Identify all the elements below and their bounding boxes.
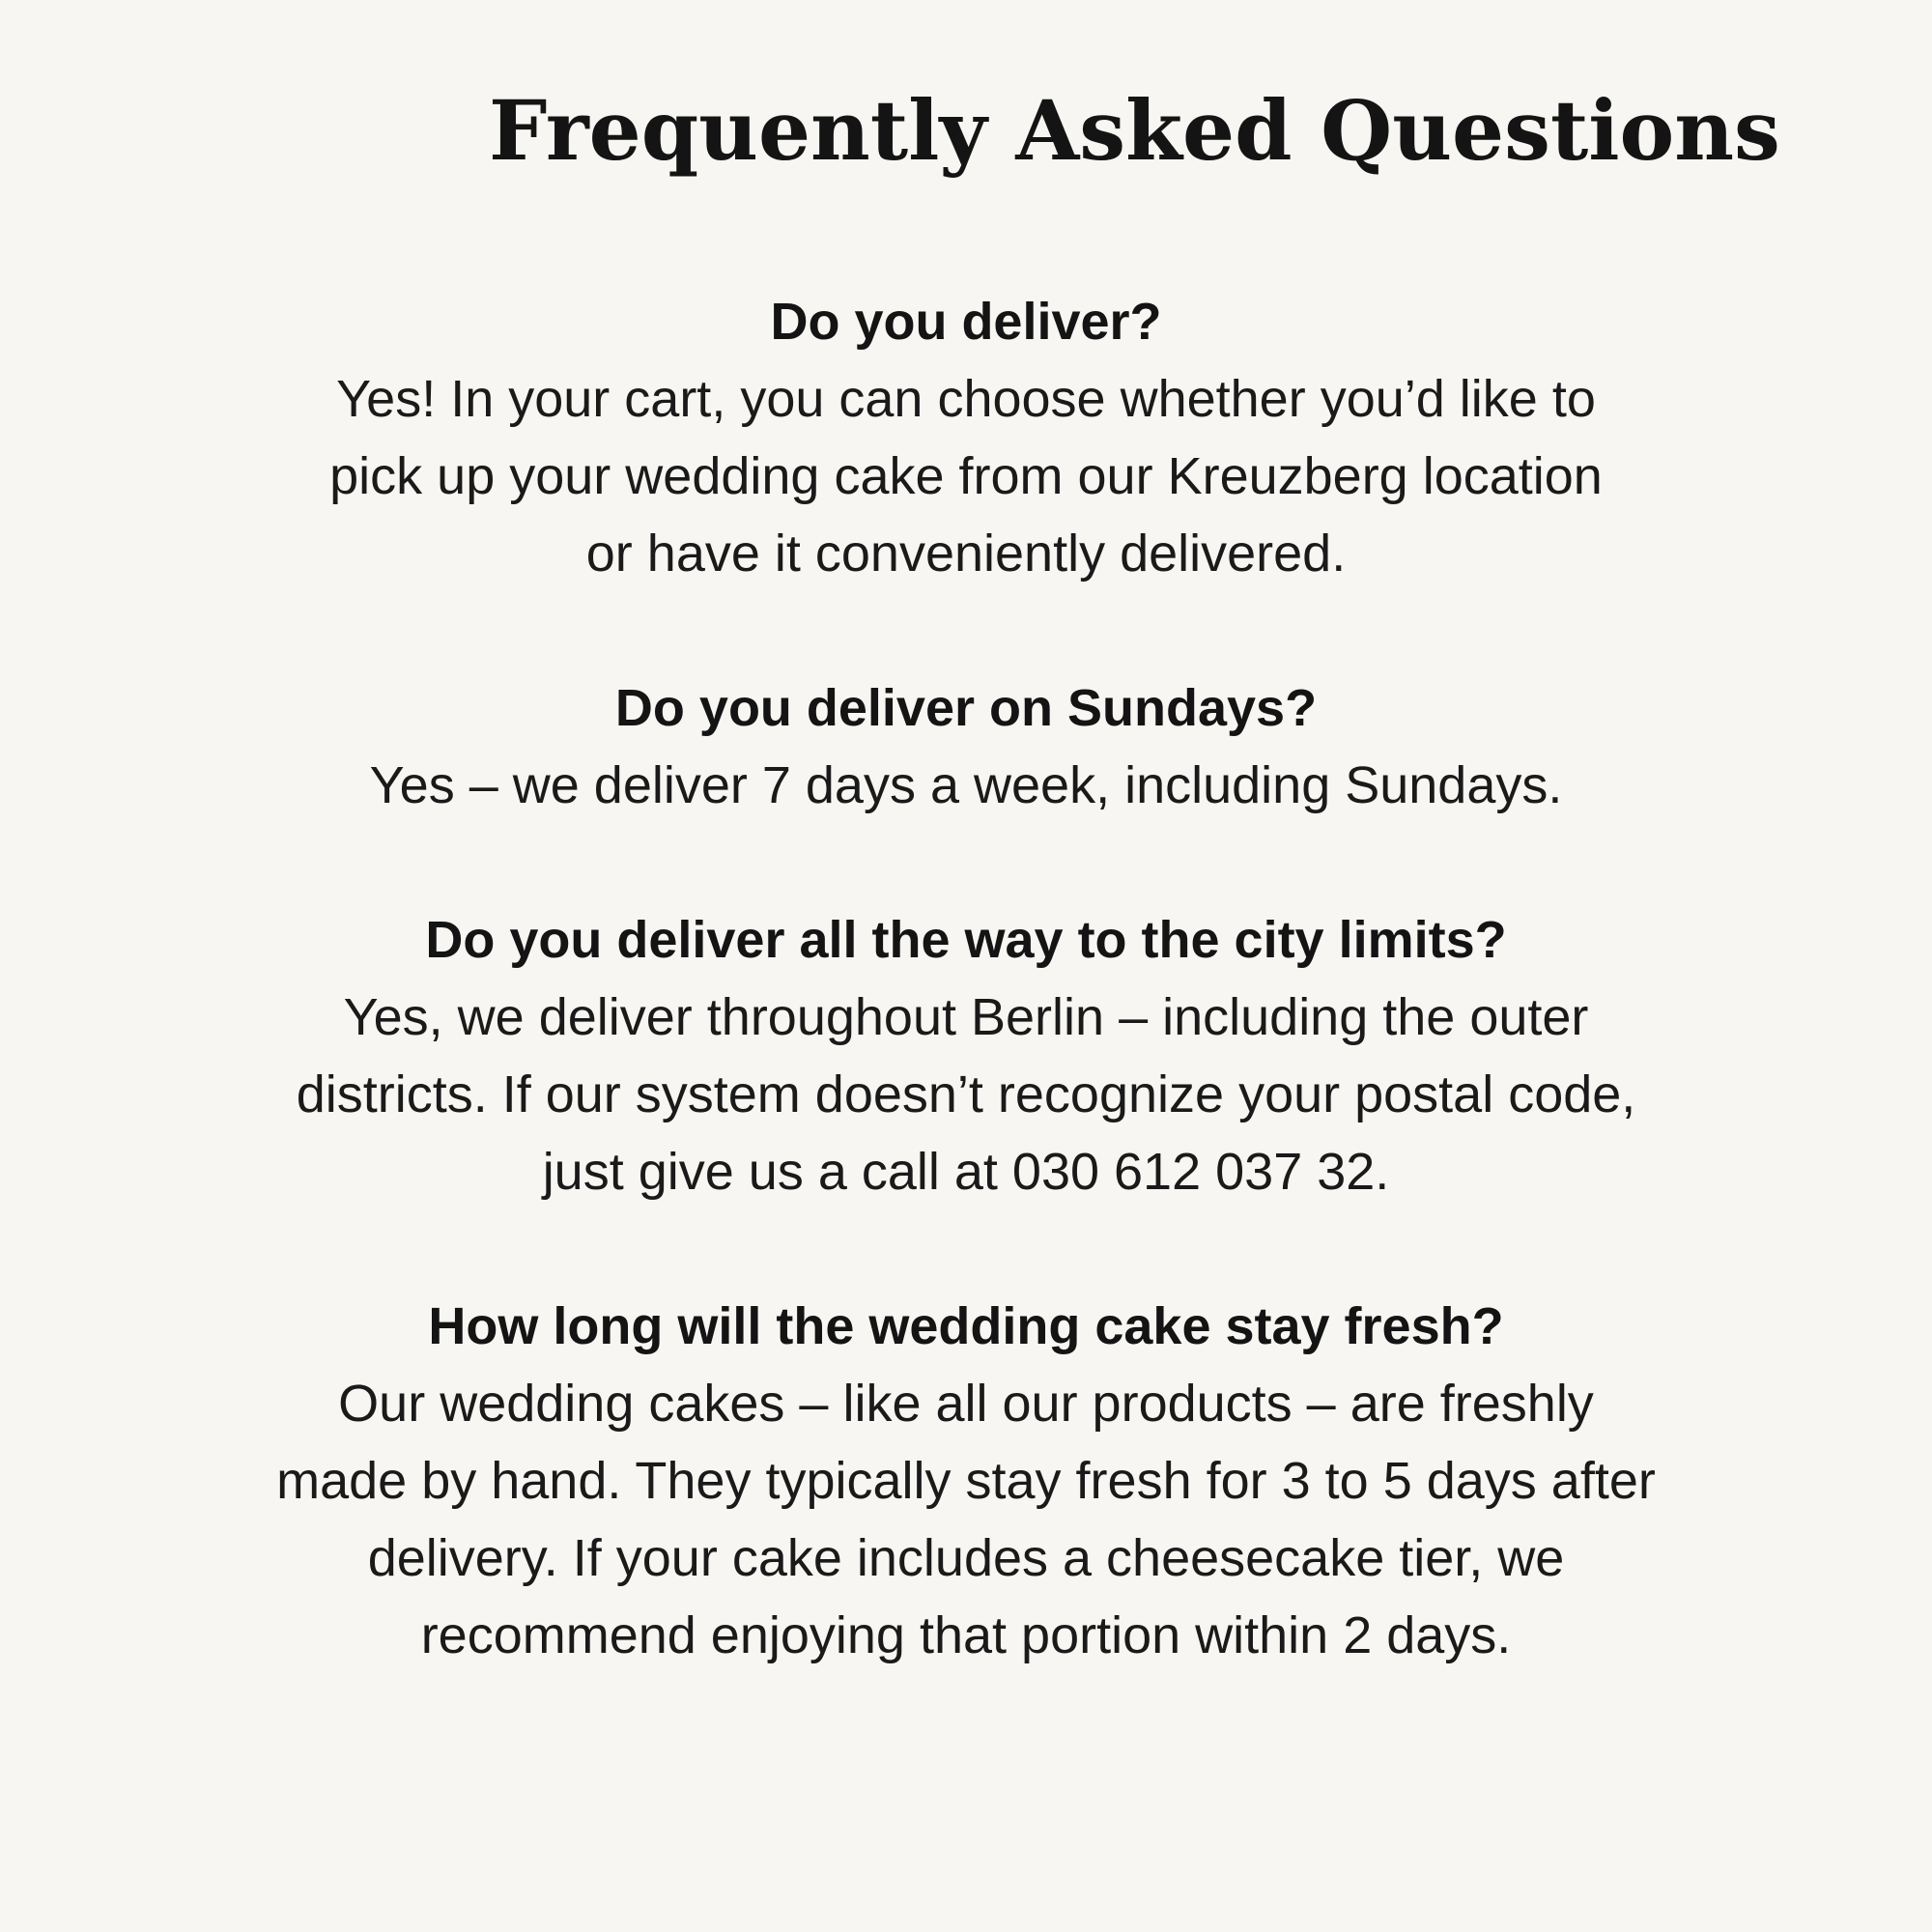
answer-line: delivery. If your cake includes a cheesecake tier, we	[367, 1529, 1565, 1587]
answer-line: recommend enjoying that portion within 2 days.	[420, 1606, 1512, 1664]
faq-item-sundays	[0, 669, 1932, 824]
faq-list	[0, 283, 1932, 1674]
answer-line: Yes, we deliver throughout Berlin – including the outer	[343, 988, 1589, 1046]
faq-question: How long will the wedding cake stay fresh?	[428, 1297, 1504, 1355]
faq-item-delivery	[0, 283, 1932, 592]
faq-answer	[0, 747, 1932, 824]
answer-line: Our wedding cakes – like all our products – are freshly	[338, 1375, 1594, 1433]
faq-question: Do you deliver?	[770, 293, 1162, 351]
page-title: Frequently Asked Questions	[489, 83, 1780, 180]
faq-answer	[0, 979, 1932, 1210]
faq-answer	[0, 360, 1932, 592]
answer-line: made by hand. They typically stay fresh for 3 to 5 days after	[276, 1452, 1656, 1510]
answer-line: pick up your wedding cake from our Kreuzberg location	[329, 447, 1603, 505]
answer-line: districts. If our system doesn’t recognize your postal code,	[296, 1065, 1636, 1123]
answer-line: or have it conveniently delivered.	[585, 525, 1347, 582]
answer-line: Yes! In your cart, you can choose whether you’d like to	[336, 370, 1596, 428]
answer-line: Yes – we deliver 7 days a week, including Sundays.	[369, 756, 1563, 814]
faq-item-freshness	[0, 1288, 1932, 1674]
faq-item-city-limits	[0, 901, 1932, 1210]
faq-question: Do you deliver on Sundays?	[614, 679, 1318, 737]
faq-answer	[0, 1365, 1932, 1674]
answer-line: just give us a call at 030 612 037 32.	[542, 1143, 1390, 1201]
faq-question: Do you deliver all the way to the city limits?	[425, 911, 1507, 969]
